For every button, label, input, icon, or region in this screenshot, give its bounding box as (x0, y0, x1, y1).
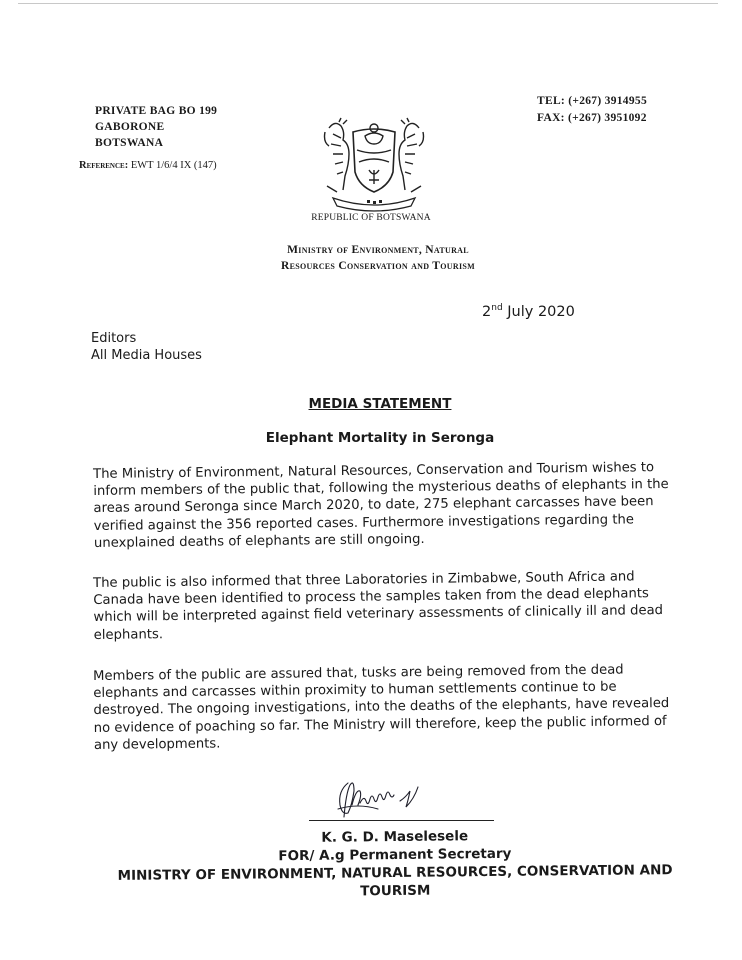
signatory-ministry-line-1: MINISTRY OF ENVIRONMENT, NATURAL RESOURCES, CONSERVATION AND (117, 862, 673, 884)
date-day: 2 (482, 304, 492, 320)
postal-address (95, 103, 217, 151)
paragraph-2: The public is also informed that three Laboratories in Zimbabwe, South Africa and Canada have been identified to process the samples taken from the dead elephants which will be interpreted against field veterinary assessments of clinically ill and dead elephants. (93, 569, 664, 643)
paragraph-3: Members of the public are assured that, tusks are being removed from the dead elephants and carcasses within proximity to human settlements continue to be destroyed. The ongoing investigations, into the deaths of the elephants, have revealed no evidence of poaching so far. The Ministry will therefore, keep the public informed of any developments. (93, 662, 670, 753)
reference-label: Reference: (79, 160, 129, 171)
statement-subtitle: Elephant Mortality in Seronga (265, 430, 495, 446)
signatory-ministry-line-2: TOURISM (360, 882, 431, 900)
signatory-block (0, 824, 742, 904)
signatory-name: K. G. D. Maselesele (321, 828, 469, 846)
address-line-1: PRIVATE BAG BO 199 (95, 105, 218, 117)
handwritten-signature (330, 775, 440, 825)
scan-edge-line (18, 3, 718, 4)
republic-caption: REPUBLIC OF BOTSWANA (311, 213, 431, 223)
ministry-letterhead-line-1: Ministry of Environment, Natural (287, 244, 469, 256)
ministry-letterhead-line-2: Resources Conservation and Tourism (281, 260, 475, 272)
botswana-coat-of-arms-icon (319, 114, 429, 212)
signatory-role: FOR/ A.g Permanent Secretary (278, 845, 512, 865)
address-line-3: BOTSWANA (95, 137, 164, 149)
statement-title: MEDIA STATEMENT (308, 396, 452, 412)
paragraph-1: The Ministry of Environment, Natural Resources, Conservation and Tourism wishes to inform members of the public that, following the mysterious deaths of elephants in the areas around Seronga since March 2020, to date, 275 elephant carcasses have been verified against the 356 reported cases. Furthermore investigations regarding the unexplained deaths of elephants are still ongoing. (93, 460, 669, 551)
fax: FAX: (+267) 3951092 (537, 112, 647, 124)
ministry-letterhead (0, 242, 742, 274)
recipient-line-2: All Media Houses (91, 348, 202, 363)
contact-block (537, 93, 647, 127)
reference (79, 160, 217, 171)
date-month-year: July 2020 (502, 304, 575, 320)
reference-value: EWT 1/6/4 IX (147) (130, 160, 217, 171)
recipient-line-1: Editors (91, 331, 137, 346)
statement-date (482, 303, 575, 320)
signature-line (309, 820, 494, 821)
telephone: TEL: (+267) 3914955 (537, 95, 648, 107)
recipients (91, 330, 202, 364)
date-suffix: nd (491, 303, 503, 313)
address-line-2: GABORONE (95, 121, 165, 133)
